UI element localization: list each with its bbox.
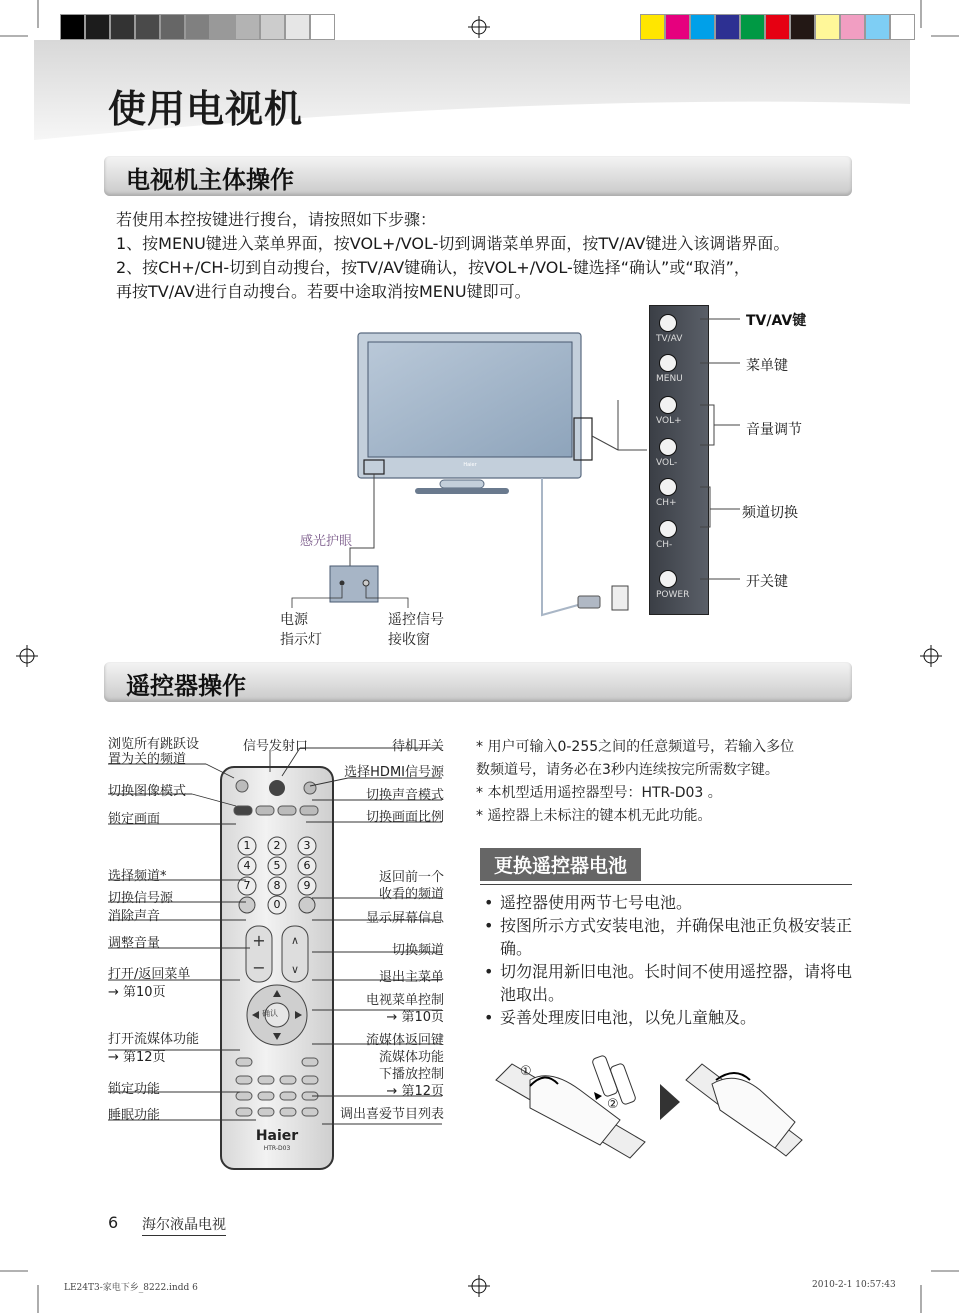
panel-button [659, 570, 677, 588]
label-line: → 第10页 [386, 1010, 444, 1025]
remote-label-channel: 切换频道 [391, 943, 444, 958]
panel-button-label: MENU [656, 374, 683, 384]
divider [480, 884, 852, 885]
label-line: 浏览所有跳跃设 [108, 737, 200, 752]
label-line: → 第10页 [108, 985, 166, 1000]
battery-section [480, 848, 852, 1029]
remote-label-digits: 选择频道* [108, 869, 167, 884]
remote-label-volume: 调整音量 [108, 936, 161, 951]
panel-button [659, 438, 677, 456]
section-header-tv-controls [104, 156, 852, 196]
step-mark-1: ① [520, 1064, 532, 1079]
svg-text:+: + [252, 931, 266, 950]
remote-label-source: 切换信号源 [108, 891, 174, 906]
instruction-line: 2、按CH+/CH-切到自动搜台，按TV/AV键确认，按VOL+/VOL-键选择“确认”或“取消”， [116, 258, 750, 277]
svg-text:∧: ∧ [290, 934, 300, 947]
product-name: 海尔液晶电视 [142, 1214, 226, 1236]
digit-label: 4 [243, 859, 251, 872]
panel-button [659, 478, 677, 496]
eye-care-label: 感光护眼 [300, 534, 353, 549]
registration-mark-bottom [468, 1275, 490, 1297]
power-led-label [280, 610, 322, 650]
tv-diagram [280, 300, 683, 640]
panel-button-label: CH- [656, 540, 673, 550]
section-title: 电视机主体操作 [126, 166, 294, 194]
instruction-line: 若使用本控按键进行搜台，请按照如下步骤： [116, 210, 437, 229]
digit-label: 7 [243, 879, 251, 892]
section-title: 遥控器操作 [126, 672, 246, 700]
remote-label-sleep: 睡眠功能 [108, 1108, 161, 1123]
digit-label: 2 [273, 839, 281, 852]
label-line: 遥控信号 [388, 612, 444, 628]
digit-label: 9 [303, 879, 311, 892]
list-item: • 遥控器使用两节七号电池。 [480, 891, 852, 914]
label-line: 打开/返回菜单 [108, 967, 191, 982]
remote-label-menu [108, 966, 190, 1002]
panel-leader-lines [700, 305, 820, 605]
note-line: * 本机型适用遥控器型号：HTR-D03 。 [476, 785, 722, 801]
channel-key-label: 频道切换 [742, 505, 798, 521]
svg-text:∨: ∨ [290, 963, 300, 976]
panel-button [659, 520, 677, 538]
remote-label-exit: 退出主菜单 [378, 970, 444, 985]
remote-label-sound-mode: 切换声音模式 [365, 788, 444, 803]
note-line: * 用户可输入0-255之间的任意频道号，若输入多位 [476, 739, 795, 755]
printer-mark-left: LE24T3-家电下乡_8222.indd 6 [64, 1283, 198, 1293]
label-line: 置为关的频道 [108, 752, 187, 767]
digit-label: 0 [273, 898, 281, 911]
instruction-line: 再按TV/AV进行自动搜台。若要中途取消按MENU键即可。 [116, 282, 531, 301]
remote-model: HTR-D03 [263, 1145, 291, 1152]
menu-key-label: 菜单键 [746, 358, 788, 374]
remote-label-recall [330, 869, 444, 903]
printer-mark-right: 2010-2-1 10:57:43 [812, 1280, 896, 1290]
label-line: 返回前一个 [378, 870, 444, 885]
svg-text:−: − [252, 958, 266, 977]
list-item: • 按图所示方式安装电池，并确保电池正负极安装正确。 [480, 914, 852, 960]
remote-brand: Haier [255, 1128, 299, 1144]
note-line: 数频道号，请务必在3秒内连续按完所需数字键。 [476, 762, 779, 778]
remote-label-mute: 消除声音 [108, 909, 161, 924]
panel-button-label: VOL- [656, 458, 678, 468]
instructions [116, 208, 856, 304]
label-line: 电源 [280, 612, 308, 628]
panel-button-label: POWER [656, 590, 690, 600]
remote-label-favorites: 调出喜爱节目列表 [339, 1107, 444, 1122]
remote-label-skip [108, 737, 199, 767]
panel-button-label: VOL+ [656, 416, 682, 426]
label-line: → 第12页 [108, 1050, 166, 1065]
label-line: 流媒体功能 [378, 1050, 444, 1065]
list-item: • 妥善处理废旧电池，以免儿童触及。 [480, 1006, 852, 1029]
label-line: 电视菜单控制 [365, 993, 444, 1008]
ir-receiver-label [388, 610, 444, 650]
ok-label: 确认 [262, 1009, 278, 1018]
remote-label-freeze: 锁定画面 [108, 812, 161, 827]
remote-label-standby: 待机开关 [391, 739, 444, 754]
label-line: 接收窗 [388, 632, 430, 648]
battery-title: 更换遥控器电池 [480, 848, 641, 881]
remote-label-media-back: 流媒体返回键 [365, 1033, 444, 1048]
svg-text:Haier: Haier [463, 462, 477, 468]
instruction-line: 1、按MENU键进入菜单界面，按VOL+/VOL-切到调谐菜单界面，按TV/AV键进入该调谐界面。 [116, 234, 790, 253]
digit-label: 1 [243, 839, 251, 852]
panel-button [659, 396, 677, 414]
remote-label-playback [330, 1049, 444, 1100]
label-line: 下播放控制 [378, 1067, 444, 1082]
page-title: 使用电视机 [108, 87, 304, 131]
remote-label-lock: 锁定功能 [108, 1082, 161, 1097]
volume-key-label: 音量调节 [746, 422, 802, 438]
remote-label-display: 显示屏幕信息 [365, 911, 444, 926]
tvav-key-label: TV/AV键 [746, 313, 807, 329]
registration-mark-right [920, 645, 942, 667]
step-mark-2: ② [607, 1097, 619, 1112]
digit-label: 3 [303, 839, 311, 852]
remote-label-aspect: 切换画面比例 [365, 810, 444, 825]
remote-label-picture-mode: 切换图像模式 [108, 784, 187, 799]
page-number: 6 [108, 1213, 119, 1232]
remote-label-media [108, 1031, 199, 1067]
remote-notes [476, 736, 856, 828]
battery-list [480, 891, 852, 1029]
label-line: 收看的频道 [378, 887, 444, 902]
remote-label-hdmi: 选择HDMI信号源 [344, 765, 444, 780]
power-key-label: 开关键 [746, 574, 788, 590]
note-line: * 遥控器上未标注的键本机无此功能。 [476, 808, 712, 824]
panel-button [659, 354, 677, 372]
section-header-remote [104, 662, 852, 702]
panel-button-label: CH+ [656, 498, 677, 508]
battery-illustration [490, 1050, 810, 1160]
panel-button [659, 314, 677, 332]
registration-mark-left [16, 645, 38, 667]
panel-button-label: TV/AV [656, 334, 683, 344]
remote-label-ir-emitter: 信号发射口 [243, 739, 309, 754]
digit-label: 5 [273, 859, 281, 872]
label-line: 打开流媒体功能 [108, 1032, 200, 1047]
digit-label: 6 [303, 859, 311, 872]
digit-label: 8 [273, 879, 281, 892]
list-item: • 切勿混用新旧电池。长时间不使用遥控器，请将电池取出。 [480, 960, 852, 1006]
label-line: 指示灯 [280, 632, 322, 648]
remote-label-tv-menu [330, 992, 444, 1026]
label-line: → 第12页 [386, 1084, 444, 1099]
